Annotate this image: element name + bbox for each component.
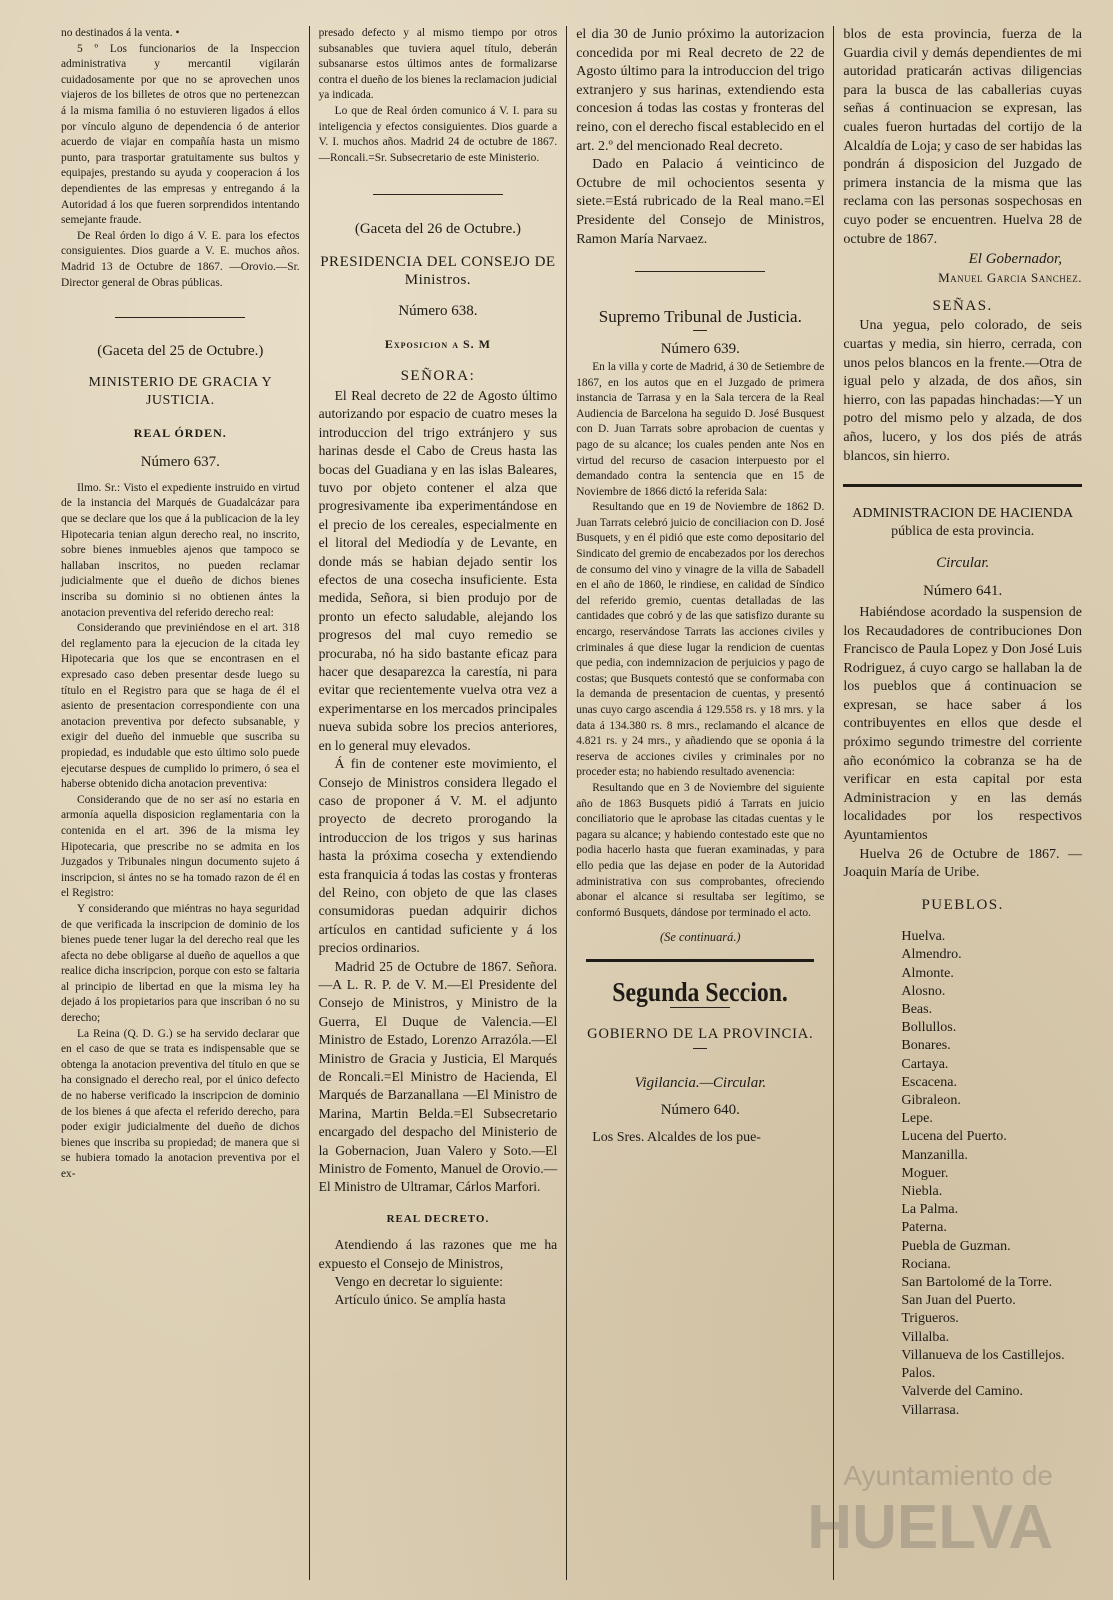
paragraph: Atendiendo á las razones que me ha expuesto el Consejo de Ministros, bbox=[318, 1237, 558, 1271]
paragraph: Artículo único. Se amplía hasta bbox=[334, 1292, 506, 1308]
divider bbox=[115, 317, 245, 318]
circular-heading: Circular. bbox=[936, 555, 990, 572]
signer-title: El Gobernador, bbox=[968, 251, 1062, 268]
number-heading: Número 638. bbox=[398, 302, 478, 319]
column-2 bbox=[309, 26, 567, 1580]
list-item: Lucena del Puerto. bbox=[901, 1129, 1007, 1145]
signer-name: Manuel Garcia Sanchez. bbox=[938, 269, 1082, 285]
list-item: San Juan del Puerto. bbox=[901, 1293, 1016, 1309]
divider bbox=[586, 959, 814, 962]
divider bbox=[635, 271, 765, 272]
paragraph: En la villa y corte de Madrid, á 30 de Setiembre de 1867, en los autos que en el Juzgado de primera instancia de Tarrasa y en la Sala tercera de la Real Audiencia de Barcelona ha seguido D. José Busquest con D. Juan Tarrats sobre aprobacion de cuentas y pago de su alcance; los cuales penden ante Nos en virtud del recurso de casacion interpuesto por el demandado contra la sentencia que en 15 de Noviembre de 1866 dictó la referida Sala: bbox=[576, 360, 825, 498]
senas-heading: SEÑAS. bbox=[932, 297, 993, 314]
number-heading: Número 641. bbox=[923, 582, 1003, 599]
number-heading: Número 637. bbox=[140, 454, 220, 471]
paragraph: blos de esta provincia, fuerza de la Guardia civil y demás dependientes de mi autoridad praticarán activas diligencias para la busca de las caballerias cuyas señas á continuacion se expresan, las cuales fueron hurtadas del cortijo de la Alcaldía de Loja; y caso de ser habidas las pondrán á disposicion del Juzgado de primera instancia de la misma que las reclama con las personas sospechosas en cuyo poder se encuentren. Huelva 28 de octubre de 1867. bbox=[843, 27, 1082, 247]
continued-note: (Se continuará.) bbox=[660, 930, 741, 945]
paragraph: Madrid 25 de Octubre de 1867. Señora.—A L. R. P. de V. M.—El Presidente del Consejo de Ministros, y Ministro de la Guerra, El Duque de Valencia.—El Ministro de Estado, Lorenzo Arrazóla.—El Ministro de Gracia y Justicia, El Marqués de Roncali.=El Ministro de Hacienda, El Marqués de Barzanallana —El Ministro de Marina, Martin Belda.=El Subsecretario encargado del despacho del Ministerio de la Gobernacion, Juan Valero y Soto.—El Ministro de Fomento, Manuel de Orovio.—El Ministro de Ultramar, Cárlos Marfori. bbox=[318, 958, 558, 1195]
paragraph: Ilmo. Sr.: Visto el expediente instruido en virtud de la instancia del Marqués de Guadalcázar para que se declare que los que á la publicacion de la ley Hipotecaria tenian algun derecho real, no inscrito, sobre bienes inmuebles ajenos que tampoco se hallaban inscritos, no pueden reclamar judicialmente que el dueño de dichos bienes inscriba su dominio si no obtienen ántes la anotacion preventiva del referido derecho real: bbox=[61, 481, 300, 619]
paragraph: no destinados á la venta. • bbox=[61, 27, 180, 39]
paragraph: Resultando que en 19 de Noviembre de 1862 D. Juan Tarrats celebró juicio de conciliacion con D. José Busquets, y en él pidió que este como depositario del Sindicato del gremio de encabezados por los derechos de consumo del vino y vinagre de la villa de Sabadell en el año de 1860, le rindiese, en calidad de Síndico del referido gremio, cuentas detalladas de las cantidades que cobró y de las que satisfizo durante su encargo, reservándose Tarrats las acciones civiles y criminales á que diese lugar la rendicion de cuentas que pedia, con indemnizacion de perjuicios y pago de costas; que Busquets contestó que se conformaba con la demanda de presentacion de cuentas, y presentó unas cuyo cargo ascendia á 129.558 rs. y 18 mrs. y la data á 134.380 rs. 8 mrs., reclamando el alcance de 4.821 rs. y 24 mrs., y añadiendo que se oponia á la reserva de acciones civiles y criminales por no proceder esta; no habiendo resultado avenencia: bbox=[576, 501, 825, 779]
list-item: Villarrasa. bbox=[901, 1402, 960, 1418]
paragraph: Considerando que previniéndose en el art. 318 del reglamento para la ejecucion de la citada ley Hipotecaria que los que se encontrasen en el expresado caso deben presentar desde luego su título en el Registro para que se haga de él el asiento de presentacion correspondiente con una anotacion preventiva por defecto subsanable, y exigir del dueño del inmueble que suscriba su propiedad, es indudable que esto último solo puede ejecutarse despues de cumplido lo primero, ó sea el haberse obtenido dicha anotacion preventiva: bbox=[61, 622, 300, 791]
paragraph: 5 º Los funcionarios de la Inspeccion administrativa y mercantil vigilarán cuidadosamente por que no se aprovechen unos viajeros de los billetes de otros que no pertenezcan á la misma familia ó no estuvieren ligados á ellos por vínculo alguno de dependencia ó de anterior acuerdo de viajar en compañía hasta un mismo punto, para trasportar gratuitamente sus bultos y equipajes, prestando su ayuda y cooperacion á los dependientes de las empresas y entregando á la Autoridad á los que fueren sorprendidos intentando semejante fraude. bbox=[61, 42, 300, 227]
paragraph: La Reina (Q. D. G.) se ha servido declarar que en el caso de que se trata es indispensable que se obtenga la anotacion preventiva del título en que se ha consignado el derecho real, por el único defecto de no haberse verificado la inscripcion de dominio de los bienes á que afecta el referido derecho, para poder exigir judicialmente del dueño de dichos bienes que inscriba su propiedad; de manera que si se hubiera tomado la anotacion preventiva por el ex- bbox=[61, 1027, 300, 1180]
government-heading: GOBIERNO DE LA PROVINCIA. bbox=[587, 1026, 814, 1043]
paragraph: Vengo en decretar lo siguiente: bbox=[334, 1274, 503, 1290]
presidency-heading: PRESIDENCIA DEL CONSEJO DE Ministros. bbox=[320, 253, 556, 288]
list-item: Villalba. bbox=[901, 1329, 950, 1345]
watermark-line: Ayuntamiento de bbox=[843, 1460, 1053, 1491]
circular-heading: Vigilancia.—Circular. bbox=[634, 1074, 767, 1091]
gaceta-heading: (Gaceta del 26 de Octubre.) bbox=[354, 221, 521, 238]
list-item: Bollullos. bbox=[901, 1020, 957, 1036]
number-heading: Número 639. bbox=[660, 340, 740, 357]
list-item: Rociana. bbox=[901, 1256, 951, 1272]
list-item: Beas. bbox=[901, 1002, 933, 1018]
number-heading: Número 640. bbox=[660, 1101, 740, 1118]
list-item: Alosno. bbox=[901, 983, 946, 999]
section-heading: Exposicion a S. M bbox=[384, 337, 491, 352]
divider bbox=[373, 194, 503, 195]
list-item: Gibraleon. bbox=[901, 1093, 961, 1109]
list-item: Puebla de Guzman. bbox=[901, 1238, 1011, 1254]
list-item: Bonares. bbox=[901, 1038, 951, 1054]
section-title: Segunda Seccion. bbox=[612, 976, 789, 1007]
divider bbox=[693, 330, 707, 331]
paragraph: Una yegua, pelo colorado, de seis cuartas y media, sin hierro, cerrada, con unos pelos blancos en la frente.—Otra de igual pelo y alzada, de dos años, sin hierro, con las papadas hinchadas:—Y un potro del mismo pelo y alzada, de dos años, lucero, y los dos piés de atrás blancos, sin hierro. bbox=[843, 318, 1082, 464]
section-heading: REAL DECRETO. bbox=[386, 1212, 490, 1225]
list-item: Niebla. bbox=[901, 1184, 943, 1200]
paragraph: Huelva 26 de Octubre de 1867. —Joaquin María de Uribe. bbox=[843, 846, 1082, 881]
salutation: SEÑORA: bbox=[400, 367, 476, 384]
administration-heading: ADMINISTRACION DE HACIENDA pública de esta provincia. bbox=[852, 506, 1074, 540]
paragraph: De Real órden lo digo á V. E. para los efectos consiguientes. Dios guarde a V. E. muchos años. Madrid 13 de Octubre de 1867. —Orovio.—Sr. Director general de Obras públicas. bbox=[61, 229, 300, 289]
column-4 bbox=[833, 26, 1091, 1580]
column-3 bbox=[566, 26, 833, 1580]
watermark-logo: HUELVA bbox=[807, 1493, 1053, 1562]
list-item: San Bartolomé de la Torre. bbox=[901, 1275, 1053, 1291]
gaceta-heading: (Gaceta del 25 de Octubre.) bbox=[97, 343, 264, 360]
paragraph: Considerando que de no ser así no estaria en armonía aquella disposicion reglamentaria con la contenida en el art. 396 de la misma ley Hipotecaria, que prescribe no se admita en los Juzgados y Tribunales ningun documento sujeto á inscripcion, si ántes no se ha tomado razon de él en el Registro: bbox=[61, 793, 300, 900]
divider bbox=[693, 1048, 707, 1049]
paragraph: Á fin de contener este movimiento, el Consejo de Ministros considera llegado el caso de proponer á V. M. el adjunto proyecto de decreto prorogando la introduccion de los trigos y sus harinas hasta la próxima cosecha y extendiendo esta franquicia á todas las costas y fronteras del Reino, con objeto de que las clases consumidoras puedan adquirir dichos artículos en cantidad suficiente y á los precios ordinarios. bbox=[318, 756, 558, 956]
list-item: Almonte. bbox=[901, 965, 954, 981]
divider bbox=[670, 1007, 730, 1008]
list-item: Manzanilla. bbox=[901, 1147, 968, 1163]
list-item: Escacena. bbox=[901, 1074, 957, 1090]
list-item: Huelva. bbox=[901, 929, 946, 945]
list-item: La Palma. bbox=[901, 1202, 959, 1218]
column-1 bbox=[52, 26, 309, 1580]
paragraph: Lo que de Real órden comunico á V. I. para su inteligencia y efectos consiguientes. Dios guarde a V. I. muchos años. Madrid 24 de octubre de 1867. —Roncali.=Sr. Subsecretario de este Ministerio. bbox=[318, 104, 558, 164]
paragraph: Dado en Palacio á veinticinco de Octubre de mil ochocientos sesenta y siete.=Está rubricado de la Real mano.=El Presidente del Consejo de Ministros, Ramon María Narvaez. bbox=[576, 157, 825, 247]
body-text bbox=[319, 387, 558, 1197]
list-item: Trigueros. bbox=[901, 1311, 959, 1327]
paragraph: Resultando que en 3 de Noviembre del siguiente año de 1863 Busquets pidió á Tarrats en juicio conciliatorio que le aprobase las citadas cuentas y le pagara su alcance; y habiendo contestado este que no podia hacerlo hasta que fueran examinadas, y para ello pedia que las dejase en poder de la Autoridad administrativa con sus comprobantes, ofreciendo abonar el alcance si resultaba ser legítimo, se conformó Busquets, dándose por terminado el acto. bbox=[576, 781, 825, 919]
divider bbox=[843, 484, 1082, 487]
pueblos-list bbox=[843, 928, 1082, 1419]
paragraph: presado defecto y al mismo tiempo por otros subsanables que tuviera aquel título, deberán subsanarse estos últimos antes de formalizarse contra el dueño de los bienes la reclamacion judicial ya indicada. bbox=[318, 27, 558, 102]
section-heading: REAL ÓRDEN. bbox=[133, 425, 227, 440]
paragraph: Habiéndose acordado la suspension de los Recaudadores de contribuciones Don Francisco de Paula Lopez y Don José Luis Rodriguez, á cuyo cargo se hallaban la de los pueblos que á continuacion se expresan, se hace saber á los contribuyentes en ellos que desde el próximo segundo trimestre del corriente año económico la cobranza se ha de verificar en esta capital por esta Administracion y en las demás localidades por los respectivos Ayuntamientos bbox=[843, 604, 1082, 844]
body-text bbox=[319, 1236, 558, 1310]
ministry-heading: MINISTERIO DE GRACIA Y JUSTICIA. bbox=[88, 374, 273, 408]
body-text bbox=[576, 360, 824, 921]
list-item: Villanueva de los Castillejos. bbox=[901, 1347, 1065, 1363]
list-item: Valverde del Camino. bbox=[901, 1384, 1024, 1400]
paragraph: Y considerando que miéntras no haya seguridad de que verificada la inscripcion de dominio de los bienes puede tener lugar la del derecho real que les afecta no debe obligarse al dueño de aquellos a que realice dicha inscripcion, porque con esto se faltaria al principio de libertad en que la misma ley ha dejado á los propietarios para que inscriban ó no su derecho; bbox=[61, 902, 300, 1025]
tribunal-heading: Supremo Tribunal de Justicia. bbox=[598, 307, 802, 327]
paragraph: el dia 30 de Junio próximo la autorizacion concedida por mi Real decreto de 22 de Agosto último para la introduccion del trigo extranjero y sus harinas, extendiendo esta concesion á todas las costas y fronteras del reino, con el derecho fiscal establecido en el art. 2.º del mencionado Real decreto. bbox=[576, 27, 825, 154]
list-item: Paterna. bbox=[901, 1220, 947, 1236]
paragraph: Los Sres. Alcaldes de los pue- bbox=[592, 1130, 761, 1146]
pueblos-heading: PUEBLOS. bbox=[921, 896, 1004, 913]
list-item: Cartaya. bbox=[901, 1056, 949, 1072]
list-item: Palos. bbox=[901, 1366, 936, 1382]
list-item: Lepe. bbox=[901, 1111, 933, 1127]
list-item: Almendro. bbox=[901, 947, 962, 963]
body-text bbox=[61, 481, 300, 1183]
list-item: Moguer. bbox=[901, 1165, 949, 1181]
paragraph: El Real decreto de 22 de Agosto último autorizando por espacio de cuatro meses la introduccion del trigo extránjero y sus harinas desde el Cabo de Creus hasta las bocas del Guadiana y en las islas Baleares, tuvo por objeto contener el alza que progresivamente iba experimentándose en el precio de los cereales, especialmente en el litoral del Mediodía y de Levante, en donde más se habian dejado sentir los efectos de una cosecha insuficiente. Esta medida, Señora, si bien produjo por de pronto un efecto saludable, alejando los progresos del mal cuyo remedio se procuraba, nó ha sido bastante eficaz para hacer que desaparezca la carestía, ni para evitar que recientemente vuelva otra vez a experimentarse en los mercados principales nueva subida sobre los precios anteriores, en lo general muy elevados. bbox=[318, 387, 558, 753]
